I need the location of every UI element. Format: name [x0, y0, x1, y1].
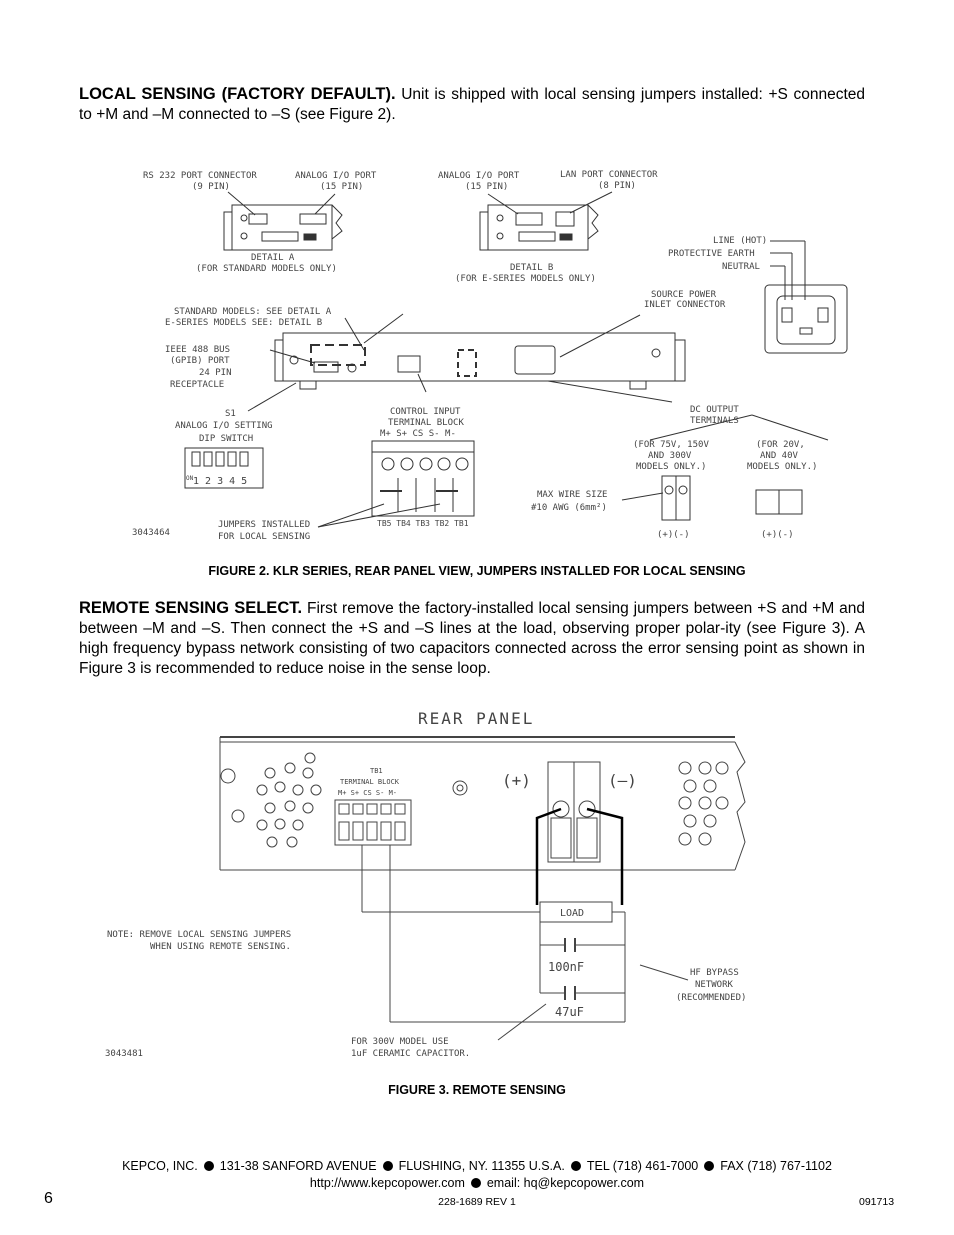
label-24pin: 24 PIN [199, 368, 232, 378]
bullet-icon [704, 1161, 714, 1171]
figure-2-drawing-number: 3043464 [132, 528, 170, 538]
label-analog-b: ANALOG I/O PORT [438, 171, 520, 181]
remote-sensing-heading: REMOTE SENSING SELECT. [79, 599, 303, 617]
label-tb1-pins: M+ S+ CS S- M- [338, 789, 398, 797]
label-tb: TB5 TB4 TB3 TB2 TB1 [377, 519, 469, 528]
label-analog-a: ANALOG I/O PORT [295, 171, 377, 181]
label-models-only-2: MODELS ONLY.) [747, 462, 818, 472]
label-note-2: WHEN USING REMOTE SENSING. [150, 942, 291, 952]
label-neutral: NEUTRAL [722, 262, 760, 272]
figure-2-diagram [0, 160, 954, 550]
label-ieee: IEEE 488 BUS [165, 345, 231, 355]
date-code: 091713 [859, 1196, 895, 1208]
label-eseries-models: E-SERIES MODELS SEE: DETAIL B [165, 318, 323, 328]
label-rs232-pins: (9 PIN) [192, 182, 230, 192]
label-dip-switch: DIP SWITCH [199, 434, 254, 444]
label-rear-panel: REAR PANEL [418, 709, 535, 728]
label-analog-setting: ANALOG I/O SETTING [175, 421, 273, 431]
label-detail-a: DETAIL A [251, 253, 295, 263]
bullet-icon [204, 1161, 214, 1171]
label-plus-minus-2: (+)(-) [761, 530, 794, 540]
local-sensing-heading: LOCAL SENSING (FACTORY DEFAULT). [79, 85, 396, 103]
footer-email: email: hq@kepcopower.com [486, 1176, 645, 1190]
label-standard-models: STANDARD MODELS: SEE DETAIL A [174, 307, 332, 317]
label-detail-b: DETAIL B [510, 263, 554, 273]
remote-sensing-paragraph [79, 598, 865, 679]
footer-address-line [0, 1159, 954, 1173]
figure-2-caption: FIGURE 2. KLR SERIES, REAR PANEL VIEW, JUMPERS INSTALLED FOR LOCAL SENSING [208, 564, 746, 578]
label-network: NETWORK [695, 980, 733, 990]
figure-3-diagram [0, 700, 954, 1070]
label-lan-pins: (8 PIN) [598, 181, 636, 191]
doc-number: 228-1689 REV 1 [438, 1196, 516, 1208]
label-analog-a-pins: (15 PIN) [320, 182, 364, 192]
label-plus-terminal: (+) [502, 771, 531, 790]
footer-fax: FAX (718) 767-1102 [720, 1159, 832, 1173]
label-gpib: (GPIB) PORT [170, 356, 230, 366]
label-cap-100nf: 100nF [548, 960, 585, 974]
label-earth: PROTECTIVE EARTH [668, 249, 755, 259]
label-note-1: NOTE: REMOVE LOCAL SENSING JUMPERS [107, 930, 292, 940]
label-line-hot: LINE (HOT) [713, 236, 768, 246]
label-and-40v: AND 40V [760, 451, 798, 461]
label-ceramic-cap: 1uF CERAMIC CAPACITOR. [351, 1049, 471, 1059]
label-for-20v: (FOR 20V, [756, 440, 805, 450]
footer-company: KEPCO, INC. [122, 1159, 198, 1173]
label-dip-on: ON [186, 475, 194, 482]
label-for-300v: FOR 300V MODEL USE [351, 1037, 449, 1047]
label-hf-bypass: HF BYPASS [690, 968, 739, 978]
label-s1: S1 [225, 409, 236, 419]
label-terminal-block-3: TERMINAL BLOCK [340, 778, 400, 786]
local-sensing-body: Unit is shipped with local sensing jumpers installed: +S connected to +M and –M connected to –S (see Figure 2). [79, 86, 865, 123]
label-cap-47uf: 47uF [555, 1005, 584, 1019]
label-rs232: RS 232 PORT CONNECTOR [143, 171, 257, 181]
figure-3-caption: FIGURE 3. REMOTE SENSING [388, 1083, 566, 1097]
label-plus-minus-1: (+)(-) [657, 530, 690, 540]
label-recommended: (RECOMMENDED) [676, 993, 747, 1003]
footer-tel: TEL (718) 461-7000 [586, 1159, 699, 1173]
label-lan: LAN PORT CONNECTOR [560, 170, 658, 180]
label-for-75v: (FOR 75V, 150V [633, 440, 709, 450]
label-load: LOAD [560, 908, 585, 919]
label-for-local-sensing: FOR LOCAL SENSING [218, 532, 311, 542]
label-models-only-1: MODELS ONLY.) [636, 462, 707, 472]
label-control-input: CONTROL INPUT [390, 407, 461, 417]
label-dc-output: DC OUTPUT [690, 405, 739, 415]
label-detail-a-note: (FOR STANDARD MODELS ONLY) [196, 264, 337, 274]
label-jumpers-installed: JUMPERS INSTALLED [218, 520, 311, 530]
label-dip-numbers: 1 2 3 4 5 [193, 476, 248, 487]
label-max-wire: MAX WIRE SIZE [537, 490, 608, 500]
label-receptacle: RECEPTACLE [170, 380, 225, 390]
label-terminal-block: TERMINAL BLOCK [388, 418, 464, 428]
local-sensing-paragraph [79, 84, 865, 125]
label-awg: #10 AWG (6mm²) [531, 503, 607, 513]
figure-3-drawing-number: 3043481 [105, 1049, 143, 1059]
footer-web: http://www.kepcopower.com [309, 1176, 465, 1190]
label-and-300v: AND 300V [648, 451, 692, 461]
label-analog-b-pins: (15 PIN) [465, 182, 509, 192]
label-source-power: SOURCE POWER [651, 290, 717, 300]
page-number: 6 [44, 1190, 53, 1207]
label-detail-b-note: (FOR E-SERIES MODELS ONLY) [455, 274, 596, 284]
label-control-pins: M+ S+ CS S- M- [380, 429, 456, 439]
footer-contact-line [0, 1176, 954, 1190]
label-tb1: TB1 [370, 767, 383, 775]
footer-city: FLUSHING, NY. 11355 U.S.A. [398, 1159, 565, 1173]
bullet-icon [571, 1161, 581, 1171]
label-inlet: INLET CONNECTOR [644, 300, 726, 310]
label-terminals: TERMINALS [690, 416, 739, 426]
bullet-icon [383, 1161, 393, 1171]
remote-sensing-body: First remove the factory-installed local sensing jumpers between +S and +M and between –M and –S. Then connect the +S and –S lines at the load, observing proper polar-ity (see Figure 3). A high frequency bypass network consisting of two capacitors connected across the error sensing point as shown in Figure 3 is recommended to reduce noise in the sense loop. [79, 600, 866, 677]
label-minus-terminal: (—) [608, 771, 637, 790]
bullet-icon [471, 1178, 481, 1188]
footer-address: 131-38 SANFORD AVENUE [219, 1159, 377, 1173]
